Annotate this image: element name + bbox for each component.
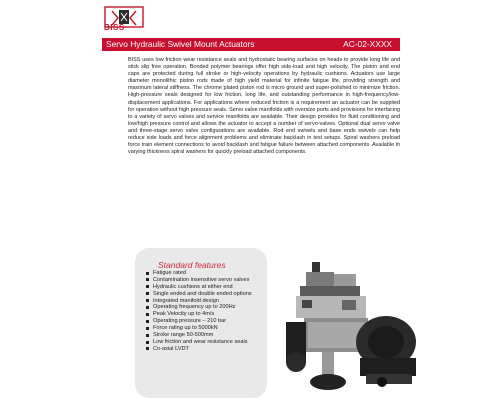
feature-item: Co-axial LVDT xyxy=(144,346,262,353)
features-title: Standard features xyxy=(158,260,226,270)
feature-item: Contamination insensitive servo valves xyxy=(144,277,262,284)
product-code: AC-02-XXXX xyxy=(343,39,392,49)
feature-item: Low friction and wear resistance seals xyxy=(144,339,262,346)
feature-item: Operating pressure – 210 bar xyxy=(144,318,262,325)
feature-item: Peak Velocity up to 4m/s xyxy=(144,311,262,318)
feature-item: Integrated manifold design xyxy=(144,298,262,305)
description-paragraph: BISS uses low friction wear resistance seals and hydrostatic bearing surfaces on heads to provide long life and stick slip free operation. Bonded polymer bearings offer high side-load and high velocity. The piston and end caps are protected during full stroke or high-velocity operations by hydraulic cushions. Actuators use large diameter monolithic piston rods made of high yield material for infinite fatigue life, providing strength and maximum lateral stiffness. The chrome plated piston rod is micro ground and super-polished to minimize friction. High-pressure seals designed for low friction, long life, and outstanding performance in high-frequency/low-displacement applications. For applications where reduced friction is a requirement an actuator can be supplied for operation without high pressure seals. Servo valve manifolds with oversize ports and provisions for interfacing to a variety of servo valves and service manifolds are available. Their design provides for fluid conditioning and low/high pressure control and allows the actuator to accept a number of servo-valves. Optional dual servo valve and three-stage servo valve configurations are available. Rod end swivels and base ends swivels can help reduce side loads and force alignment problems and eliminate backlash in test setups. Spiral washers preload force train element connections to avoid backlash and fatigue failure between attached components. Available in varying thickness spiral washers for quickly preload attached components. xyxy=(128,57,400,156)
feature-item: Stroke range 50-500mm xyxy=(144,332,262,339)
feature-item: Fatigue rated xyxy=(144,270,262,277)
logo-text: BISS xyxy=(104,23,125,32)
title-banner xyxy=(102,38,400,51)
feature-item: Force rating up to 5000kN xyxy=(144,325,262,332)
feature-item: Hydraulic cushions at either end xyxy=(144,284,262,291)
feature-item: Operating frequency up to 200Hz xyxy=(144,304,262,311)
features-list xyxy=(144,270,262,353)
page-title: Servo Hydraulic Swivel Mount Actuators xyxy=(106,39,255,49)
feature-item: Single ended and double ended options xyxy=(144,291,262,298)
actuator-photo-icon xyxy=(282,258,420,398)
